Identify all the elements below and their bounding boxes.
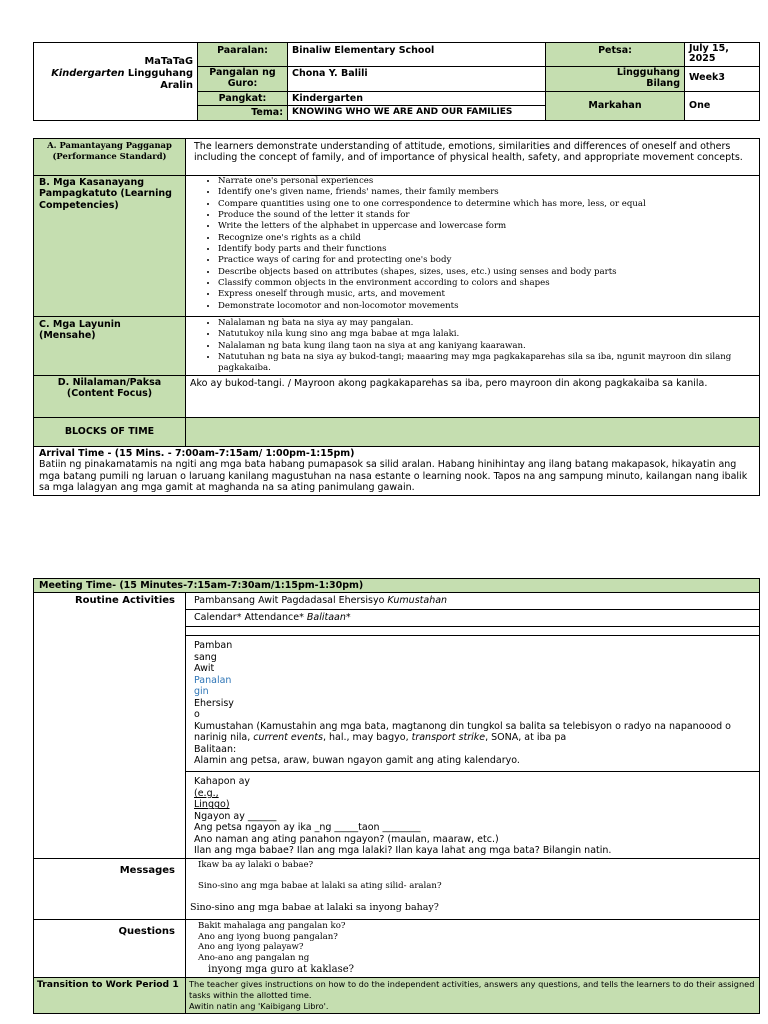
routine-label: Routine Activities [34,593,186,858]
objective-item: • Nalalaman ng bata na siya ay may pangalan. [218,318,751,329]
arrival-time [34,447,760,496]
blocks-of-time-label: BLOCKS OF TIME [34,418,186,447]
pangkat-value: Kindergarten [288,91,546,105]
pangkat-label: Pangkat: [198,91,288,105]
objectives-label: C. Mga Layunin (Mensahe) [34,317,186,376]
markahan-label: Markahan [546,91,685,120]
messages-label: Messages [34,858,186,919]
guro-value: Chona Y. Balili [288,66,546,91]
competency-item: • Describe objects based on attributes (shapes, sizes, uses, etc.) using senses and body parts [218,267,751,278]
bilang-value: Week3 [685,66,760,91]
meeting-time-title: Meeting Time- (15 Minutes-7:15am-7:30am/1:15pm-1:30pm) [34,579,760,593]
objectives-table [33,138,760,496]
competency-item: • Recognize one's rights as a child [218,233,751,244]
objectives-items [218,318,751,375]
learning-competencies-list [186,176,760,317]
bilang-label: Lingguhang Bilang [546,66,685,91]
content-focus-label: D. Nilalaman/Paksa (Content Focus) [34,376,186,418]
performance-standard-label: A. Pamantayang Pagganap (Performance Standard) [34,139,186,176]
meeting-time-table [33,578,760,1014]
competency-item: • Express oneself through music, arts, and movement [218,289,751,300]
petsa-value: July 15, 2025 [685,43,760,67]
lesson-title: MaTaTaG Kindergarten Lingguhang Aralin [34,43,198,106]
competencies-list [218,176,751,312]
calendar-details: Kahapon ay (e.g., Linggo) Ngayon ay ______ Ang petsa ngayon ay ika _ng _____taon ________ Ano naman ang ating panahon ngayon? (maulan, maaraw, etc.) Ilan ang mga babae? Ilan ang mga lalaki? Ilan kaya lahat ang mga bata? Bilangin natin. [186,772,760,858]
paaralan-label: Paaralan: [198,43,288,67]
competency-item: • Demonstrate locomotor and non-locomotor movements [218,301,751,312]
competency-item: • Identify one's given name, friends' names, their family members [218,187,751,198]
header-table [33,42,760,121]
guro-label: Pangalan ng Guro: [198,66,288,91]
arrival-text: Batiin ng pinakamatamis na ngiti ang mga bata habang pumapasok sa silid aralan. Habang hinihintay ang ilang batang makapasok, hikayatin ang mga batang pumili ng laruan o laruang kanilang magustuhan na nasa estante o learning nook. Tapos na ang sampung minuto, kailangan nang ibalik sa mga lalagyan ang mga gamit at maghanda na sa ating panimulang gawain. [39,459,748,494]
messages-list: Ikaw ba ay lalaki o babae? Sino-sino ang mga babae at lalaki sa ating silid- aralan? Sino-sino ang mga babae at lalaki sa inyong bahay? [186,858,760,919]
objective-item: • Natutuhan ng bata na siya ay bukod-tangi; maaaring may mga pagkakaparehas sila sa iba, ngunit mayroon din silang pagkakaiba. [218,352,751,375]
competency-item: • Practice ways of caring for and protecting one's body [218,255,751,266]
questions-label: Questions [34,919,186,977]
competency-item: • Compare quantities using one to one correspondence to determine which has more, less, or equal [218,199,751,210]
performance-standard-text: The learners demonstrate understanding of attitude, emotions, similarities and differences of oneself and others including the concept of family, and of importance of physical health, safety, and appropriate movement concepts. [186,139,760,176]
competency-item: • Narrate one's personal experiences [218,176,751,187]
paaralan-value: Binaliw Elementary School [288,43,546,67]
petsa-label: Petsa: [546,43,685,67]
transition-text: The teacher gives instructions on how to do the independent activities, answers any questions, and tells the learners to do their assigned tasks within the allotted time. Awitin natin ang 'Kaibigang Libro'. [186,978,760,1014]
routine-line-2: Calendar* Attendance* Balitaan* [186,610,760,627]
routine-details: Pamban sang Awit Panalan gin Ehersisy o Kumustahan (Kamustahin ang mga bata, magtanong din tungkol sa balita sa telebisyon o radyo na napanoood o narinig nila, current events, hal., may bagyo, transport strike, SONA, at iba pa Balitaan: Alamin ang petsa, araw, buwan ngayon gamit ang ating kalendaryo. [186,636,760,772]
tema-label: Tema: [198,106,288,120]
objective-item: • Nalalaman ng bata kung ilang taon na siya at ang kaniyang kaarawan. [218,341,751,352]
learning-competencies-label: B. Mga Kasanayang Pampagkatuto (Learning Competencies) [34,176,186,317]
competency-item: • Identify body parts and their functions [218,244,751,255]
kumustahan-text: Kumustahan (Kamustahin ang mga bata, magtanong din tungkol sa balita sa telebisyon o radyo na napanoood o narinig nila, current events, hal., may bagyo, transport strike, SONA, at iba pa [194,720,731,744]
objectives-list [186,317,760,376]
tema-value: KNOWING WHO WE ARE AND OUR FAMILIES [288,106,546,120]
questions-list: Bakit mahalaga ang pangalan ko? Ano ang iyong buong pangalan? Ano ang iyong palayaw? Ano-ano ang pangalan ng inyong mga guro at kaklase? [186,919,760,977]
markahan-value: One [685,91,760,120]
arrival-title: Arrival Time - (15 Mins. - 7:00am-7:15am/ 1:00pm-1:15pm) [39,448,355,459]
competency-item: • Classify common objects in the environment according to colors and shapes [218,278,751,289]
content-focus-text: Ako ay bukod-tangi. / Mayroon akong pagkakaparehas sa iba, pero mayroon din akong pagkakaiba sa kanila. [186,376,760,418]
competency-item: • Write the letters of the alphabet in uppercase and lowercase form [218,221,751,232]
transition-label: Transition to Work Period 1 [34,978,186,1014]
objective-item: • Natutukoy nila kung sino ang mga babae at mga lalaki. [218,329,751,340]
routine-line-1: Pambansang Awit Pagdadasal Ehersisyo Kumustahan [186,593,760,610]
competency-item: • Produce the sound of the letter it stands for [218,210,751,221]
